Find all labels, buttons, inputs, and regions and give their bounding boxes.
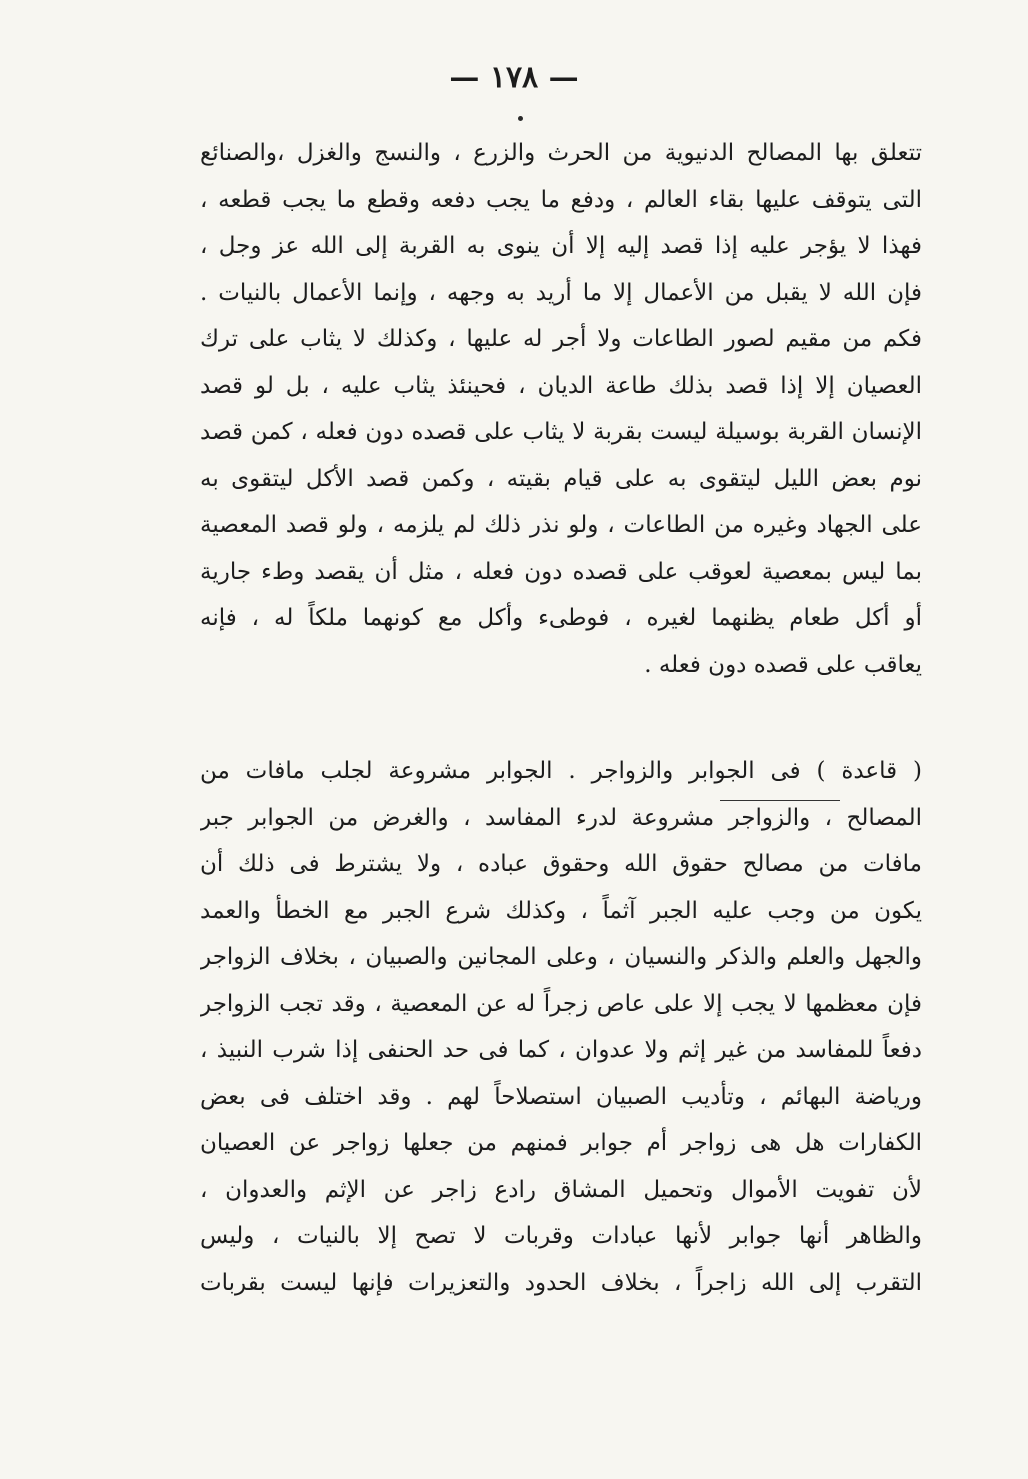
text-line: تتعلق بها المصالح الدنيوية من الحرث والزرع ، والنسج والغزل ،والصنائع (200, 140, 922, 166)
text-line: الإنسان القربة بوسيلة ليست بقربة لا يثاب على قصده دون فعله ، كمن قصد (200, 419, 922, 445)
text-line: يعاقب على قصده دون فعله . (644, 651, 922, 678)
paragraph-1 (200, 130, 922, 688)
text-line: والظاهر أنها جوابر لأنها عبادات وقربات لا تصح إلا بالنيات ، وليس (200, 1223, 922, 1249)
text-line: لأن تفويت الأموال وتحميل المشاق رادع زاجر عن الإثم والعدوان ، (200, 1176, 922, 1203)
text-line: بما ليس بمعصية لعوقب على قصده دون فعله ، مثل أن يقصد وطء جارية (200, 558, 922, 585)
text-line: مافات من مصالح حقوق الله وحقوق عباده ، ولا يشترط فى ذلك أن (200, 851, 922, 877)
page-number: — ١٧٨ — (449, 60, 579, 95)
text-line: والجهل والعلم والذكر والنسيان ، وعلى المجانين والصبيان ، بخلاف الزواجر (200, 944, 922, 970)
text-line: دفعاً للمفاسد من غير إثم ولا عدوان ، كما فى حد الحنفى إذا شرب النبيذ ، (200, 1037, 922, 1063)
text-line: التى يتوقف عليها بقاء العالم ، ودفع ما يجب دفعه وقطع ما يجب قطعه ، (200, 186, 922, 213)
text-line: المصالح ، والزواجر مشروعة لدرء المفاسد ، والغرض من الجوابر جبر (200, 804, 922, 831)
paragraph-2 (200, 748, 922, 1306)
text-line: فكم من مقيم لصور الطاعات ولا أجر له عليها ، وكذلك لا يثاب على ترك (200, 326, 922, 352)
text-line: نوم بعض الليل ليتقوى به على قيام بقيته ، وكمن قصد الأكل ليتقوى به (200, 465, 922, 492)
text-line: العصيان إلا إذا قصد بذلك طاعة الديان ، فحينئذ يثاب عليه ، بل لو قصد (200, 372, 922, 399)
ink-dot (518, 116, 523, 121)
text-line: ( قاعدة ) فى الجوابر والزواجر . الجوابر مشروعة لجلب مافات من (200, 758, 922, 784)
text-line: الكفارات هل هى زواجر أم جوابر فمنهم من جعلها زواجر عن العصيان (200, 1130, 922, 1156)
text-line: يكون من وجب عليه الجبر آثماً ، وكذلك شرع الجبر مع الخطأ والعمد (200, 897, 922, 924)
text-line: فإن الله لا يقبل من الأعمال إلا ما أريد به وجهه ، وإنما الأعمال بالنيات . (200, 279, 922, 306)
text-line: أو أكل طعام يظنهما لغيره ، فوطىء وأكل مع كونهما ملكاً له ، فإنه (200, 605, 922, 631)
text-line: التقرب إلى الله زاجراً ، بخلاف الحدود والتعزيرات فإنها ليست بقربات (200, 1269, 922, 1296)
text-line: ورياضة البهائم ، وتأديب الصبيان استصلاحاً لهم . وقد اختلف فى بعض (200, 1083, 922, 1110)
text-line: على الجهاد وغيره من الطاعات ، ولو نذر ذلك لم يلزمه ، ولو قصد المعصية (200, 512, 922, 538)
text-line: فإن معظمها لا يجب إلا على عاص زجراً له عن المعصية ، وقد تجب الزواجر (200, 990, 922, 1017)
text-line: فهذا لا يؤجر عليه إذا قصد إليه إلا أن ينوى به القربة إلى الله عز وجل ، (200, 233, 922, 259)
